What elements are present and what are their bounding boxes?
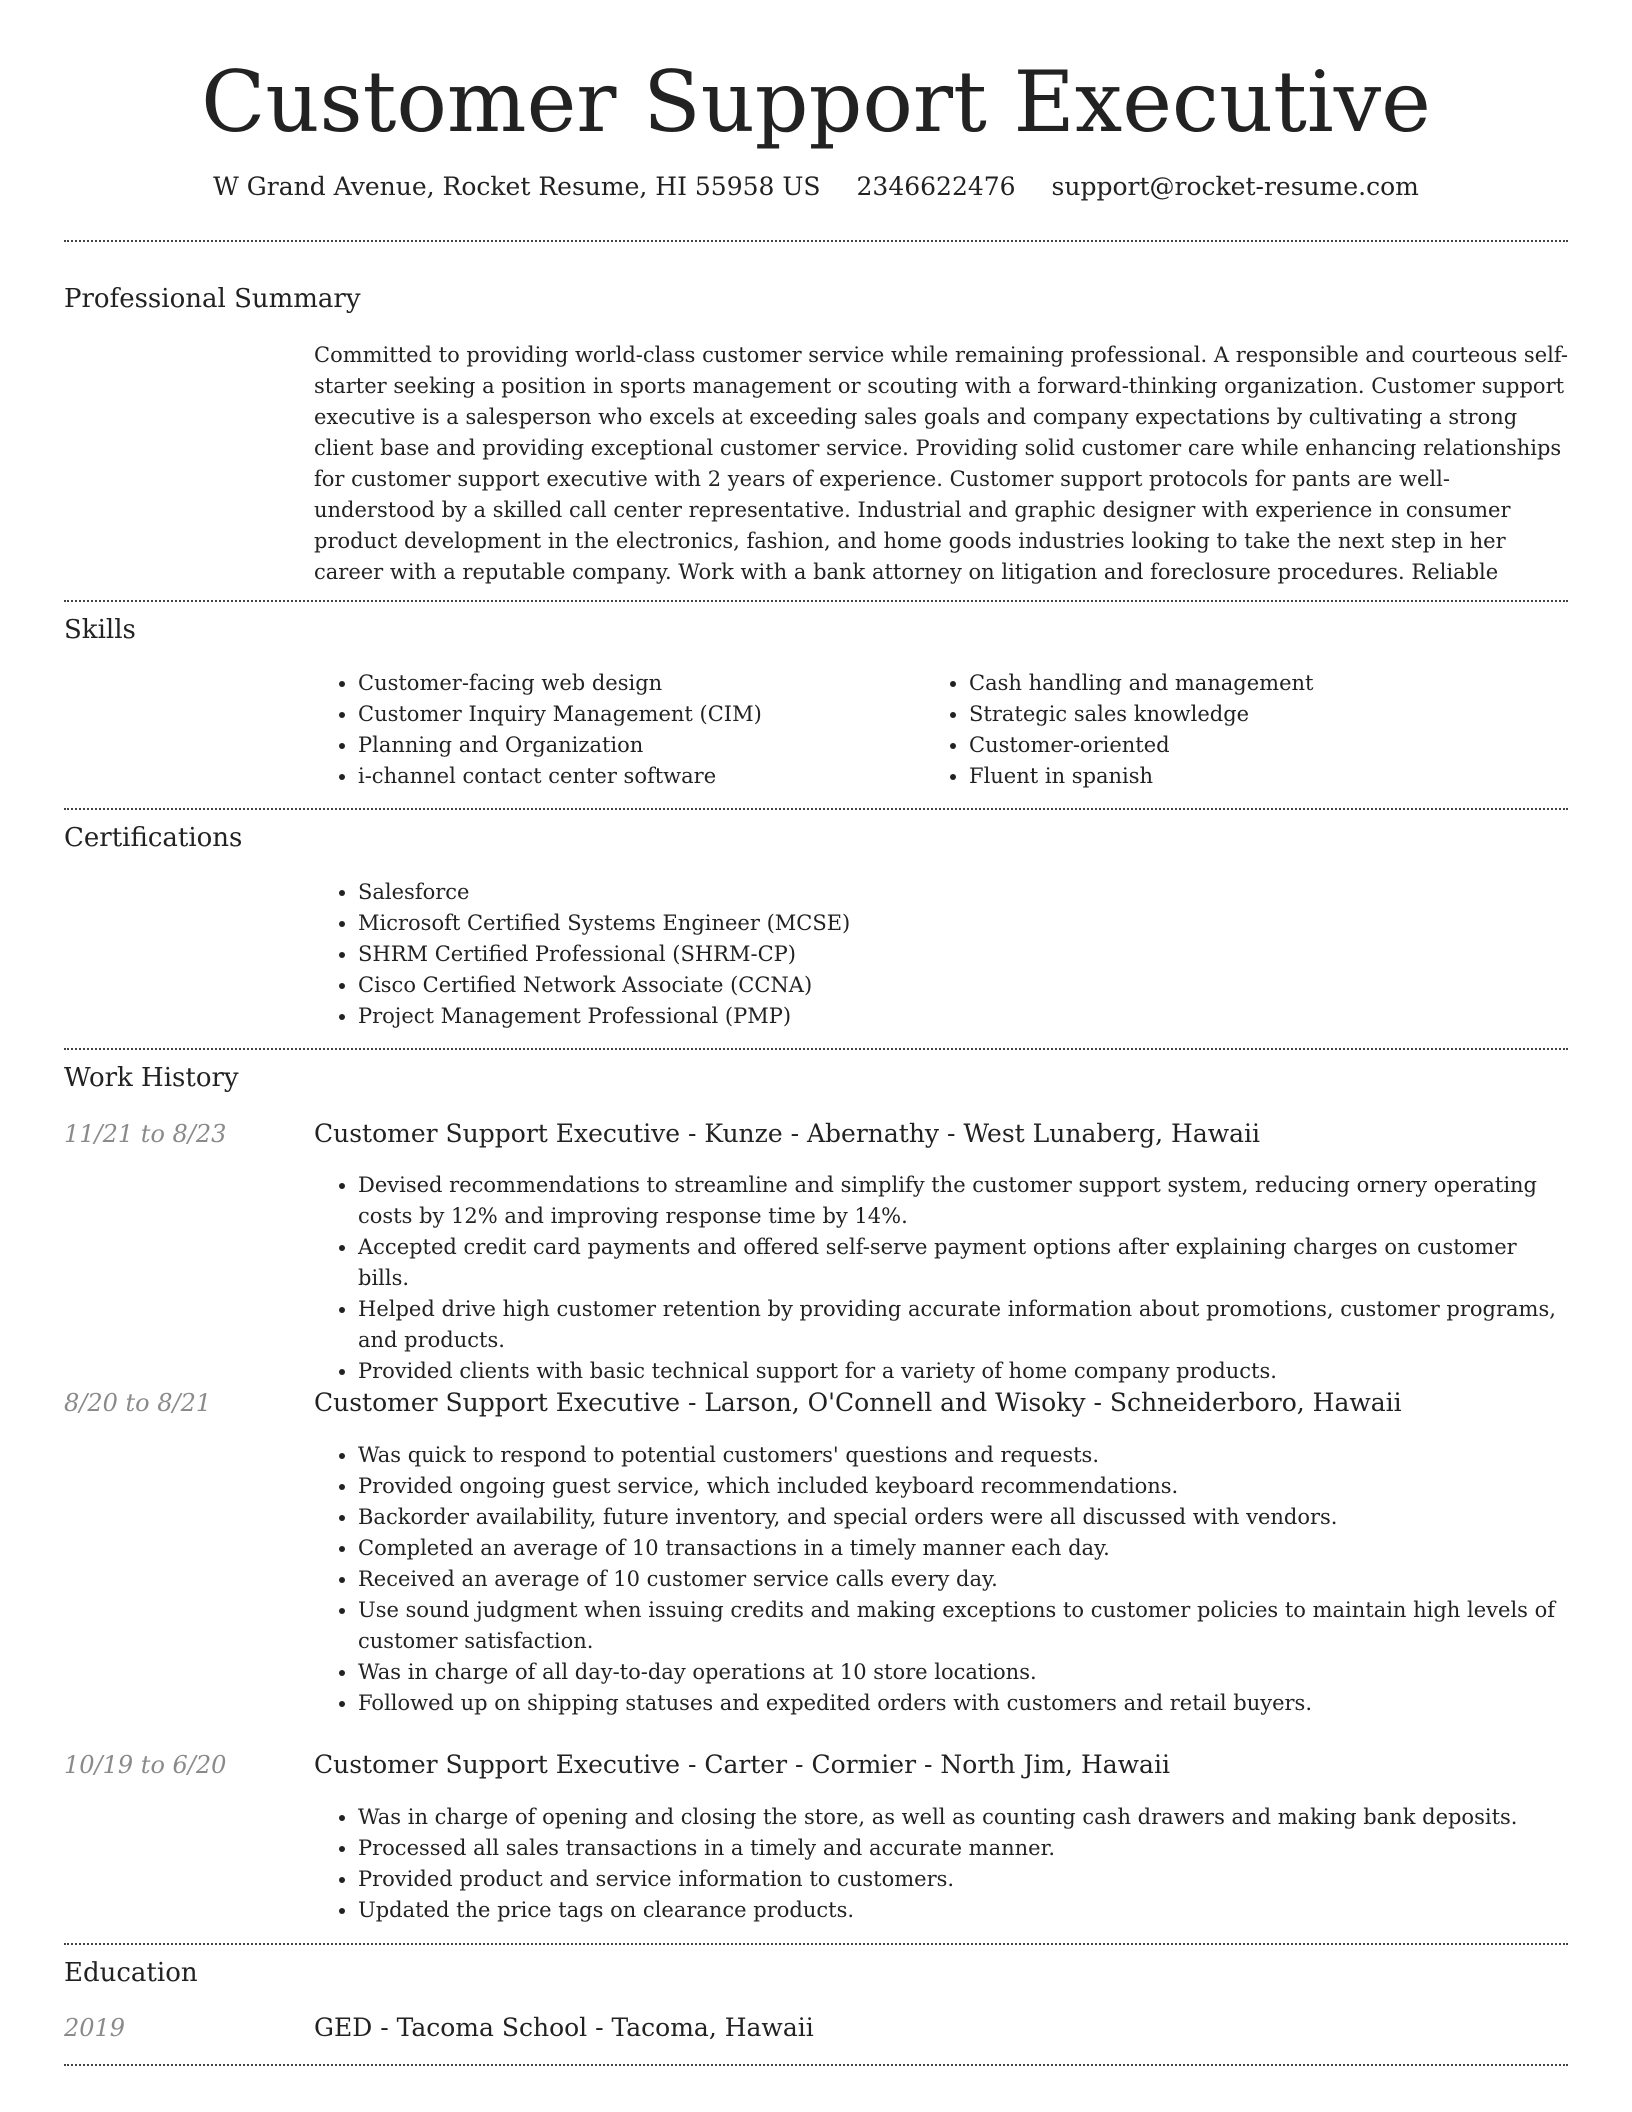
job-bullet: • Received an average of 10 customer service calls every day. <box>358 1564 1568 1595</box>
skill-item: • Customer-facing web design <box>358 668 918 699</box>
section-title-work-history: Work History <box>64 1063 239 1093</box>
job-dates: 8/20 to 8/21 <box>64 1389 212 1417</box>
job-bullet: • Updated the price tags on clearance products. <box>358 1895 1568 1926</box>
certification-item: • Cisco Certified Network Associate (CCNA) <box>358 970 1558 1001</box>
job-bullet: • Devised recommendations to streamline and simplify the customer support system, reducing ornery operating costs by 12% and improving response time by 14%. <box>358 1170 1568 1232</box>
job-bullet: • Was quick to respond to potential customers' questions and requests. <box>358 1440 1568 1471</box>
contact-line <box>0 170 1632 204</box>
job-bullet: • Processed all sales transactions in a timely and accurate manner. <box>358 1833 1568 1864</box>
certification-item: • Microsoft Certified Systems Engineer (MCSE) <box>358 908 1558 939</box>
job-bullets <box>314 1440 1568 1719</box>
job-bullet: • Provided clients with basic technical support for a variety of home company products. <box>358 1356 1568 1387</box>
resume-name: Customer Support Executive <box>201 53 1431 151</box>
education-entry: GED - Tacoma School - Tacoma, Hawaii <box>314 2013 814 2042</box>
certification-item: • Salesforce <box>358 877 1558 908</box>
contact-phone: 2346622476 <box>856 172 1016 201</box>
contact-address: W Grand Avenue, Rocket Resume, HI 55958 US <box>213 172 821 201</box>
skill-item: • Customer Inquiry Management (CIM) <box>358 699 918 730</box>
job-bullet: • Completed an average of 10 transactions in a timely manner each day. <box>358 1533 1568 1564</box>
contact-email: support@rocket-resume.com <box>1051 172 1419 201</box>
certifications-list <box>314 877 1558 1032</box>
section-title-certifications: Certifications <box>64 823 243 853</box>
divider <box>64 1048 1568 1050</box>
section-title-skills: Skills <box>64 615 136 645</box>
job-title: Customer Support Executive - Larson, O'Connell and Wisoky - Schneiderboro, Hawaii <box>314 1388 1402 1417</box>
job-bullet: • Backorder availability, future inventory, and special orders were all discussed with vendors. <box>358 1502 1568 1533</box>
job-bullet: • Provided product and service information to customers. <box>358 1864 1568 1895</box>
job-bullet: • Provided ongoing guest service, which included keyboard recommendations. <box>358 1471 1568 1502</box>
job-bullets <box>314 1802 1568 1926</box>
section-title-education: Education <box>64 1958 198 1988</box>
skill-item: • Fluent in spanish <box>969 761 1529 792</box>
job-bullet: • Helped drive high customer retention by providing accurate information about promotions, customer programs, and products. <box>358 1294 1568 1356</box>
skill-item: • i-channel contact center software <box>358 761 918 792</box>
divider <box>64 1943 1568 1945</box>
job-bullet: • Accepted credit card payments and offered self-serve payment options after explaining charges on customer bills. <box>358 1232 1568 1294</box>
skill-item: • Cash handling and management <box>969 668 1529 699</box>
divider <box>64 808 1568 810</box>
divider <box>64 600 1568 602</box>
job-bullets <box>314 1170 1568 1387</box>
job-bullet: • Was in charge of all day-to-day operations at 10 store locations. <box>358 1657 1568 1688</box>
job-dates: 10/19 to 6/20 <box>64 1751 227 1779</box>
job-bullet: • Was in charge of opening and closing the store, as well as counting cash drawers and making bank deposits. <box>358 1802 1568 1833</box>
skills-list-left <box>314 668 918 792</box>
divider <box>64 2064 1568 2066</box>
section-title-summary: Professional Summary <box>64 284 361 314</box>
divider <box>64 240 1568 242</box>
job-title: Customer Support Executive - Carter - Cormier - North Jim, Hawaii <box>314 1750 1170 1779</box>
skill-item: • Strategic sales knowledge <box>969 699 1529 730</box>
skills-list-right <box>925 668 1529 792</box>
summary-text: Committed to providing world-class customer service while remaining professional. A responsible and courteous self-starter seeking a position in sports management or scouting with a forward-thinking organization. Customer support executive is a salesperson who excels at exceeding sales goals and company expectations by cultivating a strong client base and providing exceptional customer service. Providing solid customer care while enhancing relationships for customer support executive with 2 years of experience. Customer support protocols for pants are well-understood by a skilled call center representative. Industrial and graphic designer with experience in consumer product development in the electronics, fashion, and home goods industries looking to take the next step in her career with a reputable company. Work with a bank attorney on litigation and foreclosure procedures. Reliable <box>314 343 1568 584</box>
education-year: 2019 <box>64 2014 126 2042</box>
job-bullet: • Followed up on shipping statuses and expedited orders with customers and retail buyers. <box>358 1688 1568 1719</box>
job-dates: 11/21 to 8/23 <box>64 1120 227 1148</box>
certification-item: • Project Management Professional (PMP) <box>358 1001 1558 1032</box>
skill-item: • Planning and Organization <box>358 730 918 761</box>
skill-item: • Customer-oriented <box>969 730 1529 761</box>
job-title: Customer Support Executive - Kunze - Abernathy - West Lunaberg, Hawaii <box>314 1119 1261 1148</box>
job-bullet: • Use sound judgment when issuing credits and making exceptions to customer policies to maintain high levels of customer satisfaction. <box>358 1595 1568 1657</box>
certification-item: • SHRM Certified Professional (SHRM-CP) <box>358 939 1558 970</box>
